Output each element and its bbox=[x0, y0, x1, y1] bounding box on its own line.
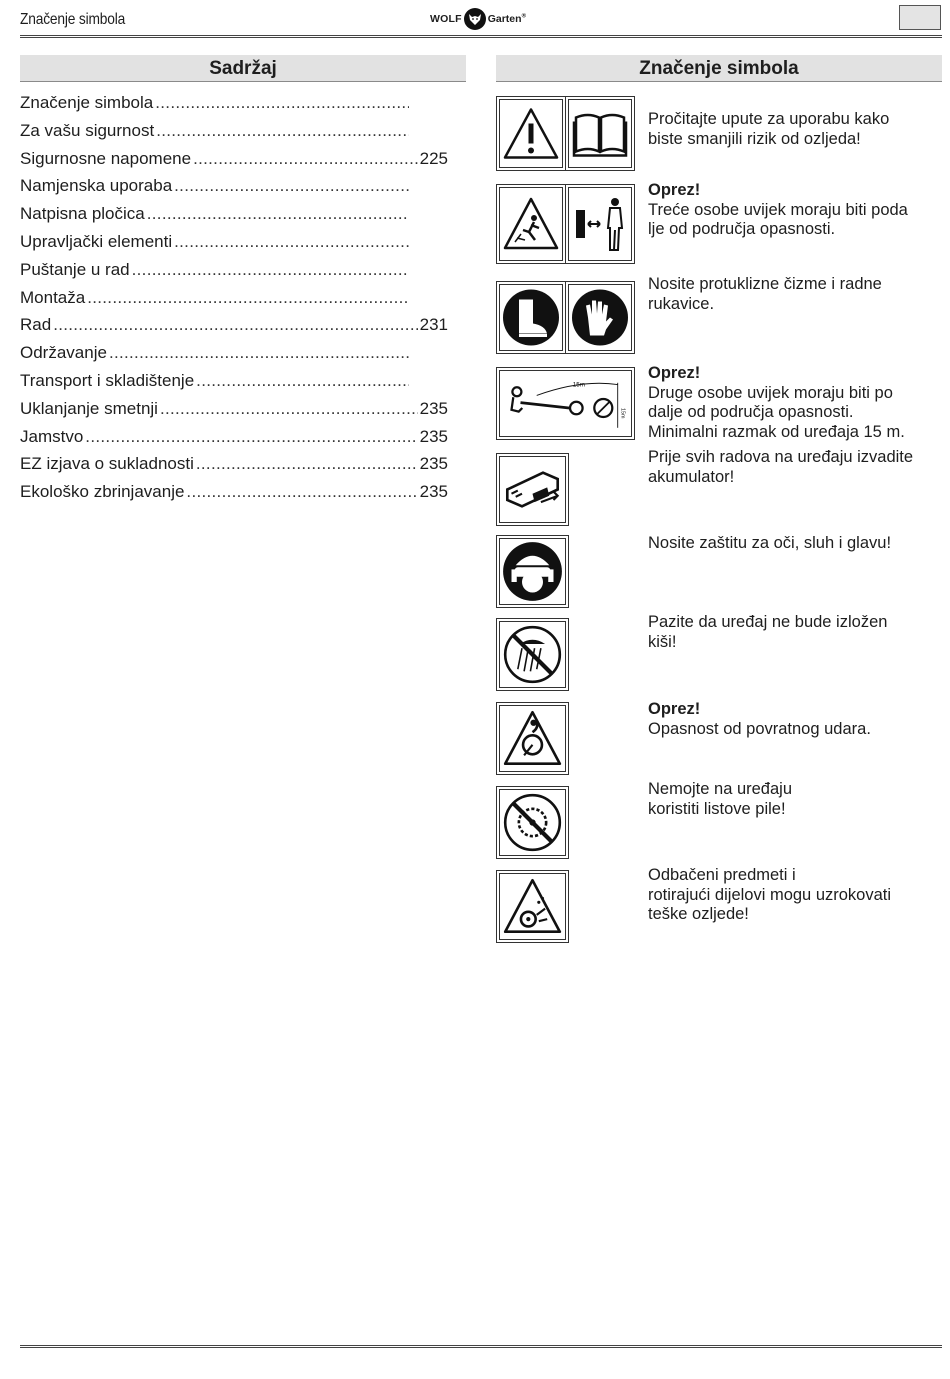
toc-leader-dots bbox=[85, 427, 417, 447]
description-line: rukavice. bbox=[648, 294, 715, 313]
header-divider bbox=[20, 35, 942, 38]
svg-text:15m: 15m bbox=[572, 381, 585, 389]
toc-leader-dots bbox=[193, 149, 418, 169]
safety-boots-icon bbox=[496, 281, 566, 354]
symbols-heading: Značenje simbola bbox=[496, 55, 942, 82]
thrown-object-hazard-icon bbox=[496, 184, 566, 264]
description-line: Prije svih radova na uređaju izvadite bbox=[648, 448, 914, 466]
toc-entry-label: Jamstvo bbox=[20, 426, 84, 446]
symbol-description bbox=[648, 613, 948, 652]
toc-entry[interactable] bbox=[20, 288, 448, 316]
symbol-description bbox=[648, 364, 948, 442]
description-line: rotirajući dijelovi mogu uzrokovati bbox=[648, 885, 892, 904]
description-line: Nosite zaštitu za oči, sluh i glavu! bbox=[648, 534, 892, 552]
toc-entry-label: Namjenska uporaba bbox=[20, 176, 173, 196]
remove-battery-icon bbox=[496, 453, 569, 526]
keep-distance-person-icon bbox=[565, 184, 635, 264]
toc-leader-dots bbox=[160, 399, 418, 419]
work-gloves-icon bbox=[565, 281, 635, 354]
toc-entry[interactable] bbox=[20, 454, 448, 482]
caution-label: Oprez! bbox=[648, 181, 701, 199]
toc-entry-page: 235 bbox=[419, 398, 448, 418]
table-of-contents bbox=[20, 93, 448, 510]
toc-entry-label: Ekološko zbrinjavanje bbox=[20, 482, 185, 502]
eye-ear-head-protection-icon bbox=[496, 535, 569, 608]
no-saw-blade-icon bbox=[496, 786, 569, 859]
toc-leader-dots bbox=[132, 260, 409, 280]
description-line: akumulator! bbox=[648, 467, 735, 486]
toc-entry-page: 225 bbox=[419, 148, 448, 168]
manual-book-icon bbox=[565, 96, 635, 171]
description-line: Minimalni razmak od uređaja 15 m. bbox=[648, 422, 905, 441]
toc-entry[interactable] bbox=[20, 482, 448, 510]
description-line: kiši! bbox=[648, 632, 677, 651]
description-line: teške ozljede! bbox=[648, 905, 749, 923]
footer-divider bbox=[20, 1345, 942, 1348]
toc-entry[interactable] bbox=[20, 204, 448, 232]
symbol-description bbox=[648, 780, 948, 819]
toc-leader-dots bbox=[155, 93, 409, 113]
toc-entry[interactable] bbox=[20, 176, 448, 204]
toc-entry-label: Upravljački elementi bbox=[20, 231, 173, 251]
description-line: Pazite da uređaj ne bude izložen bbox=[648, 613, 888, 631]
toc-entry[interactable] bbox=[20, 260, 448, 288]
wolf-garten-logo bbox=[430, 6, 526, 32]
toc-entry-label: EZ izjava o sukladnosti bbox=[20, 454, 194, 474]
toc-entry-label: Održavanje bbox=[20, 343, 107, 363]
toc-leader-dots bbox=[109, 343, 409, 363]
no-rain-icon bbox=[496, 618, 569, 691]
toc-entry-label: Rad bbox=[20, 315, 52, 335]
toc-entry[interactable] bbox=[20, 121, 448, 149]
toc-entry-page: 235 bbox=[419, 482, 448, 502]
toc-entry[interactable] bbox=[20, 93, 448, 121]
description-line: lje od područja opasnosti. bbox=[648, 220, 836, 238]
description-line: Nosite protuklizne čizme i radne bbox=[648, 275, 882, 293]
toc-entry-label: Natpisna pločica bbox=[20, 204, 145, 224]
description-line: Treće osobe uvijek moraju biti poda bbox=[648, 200, 908, 219]
toc-leader-dots bbox=[196, 454, 418, 474]
caution-label: Oprez! bbox=[648, 364, 701, 382]
wolf-head-icon bbox=[464, 8, 486, 30]
symbol-description bbox=[648, 275, 948, 314]
description-line: Odbačeni predmeti i bbox=[648, 866, 796, 884]
symbol-description bbox=[648, 110, 948, 149]
toc-leader-dots bbox=[174, 176, 409, 196]
kickback-hazard-icon bbox=[496, 702, 569, 775]
rotating-parts-hazard-icon bbox=[496, 870, 569, 943]
toc-entry-label: Uklanjanje smetnji bbox=[20, 398, 158, 418]
toc-entry-label: Transport i skladištenje bbox=[20, 370, 195, 390]
toc-entry[interactable] bbox=[20, 149, 448, 177]
description-line: Pročitajte upute za uporabu kako bbox=[648, 110, 890, 128]
toc-leader-dots bbox=[186, 482, 417, 502]
toc-entry-page: 235 bbox=[419, 426, 448, 446]
logo-wolf-text: WOLF bbox=[430, 13, 462, 25]
toc-leader-dots bbox=[87, 288, 409, 308]
toc-leader-dots bbox=[156, 121, 409, 141]
toc-entry-label: Sigurnosne napomene bbox=[20, 148, 192, 168]
toc-entry-page: 235 bbox=[419, 454, 448, 474]
toc-heading: Sadržaj bbox=[20, 55, 466, 82]
distance-15m-icon bbox=[496, 367, 635, 440]
description-line: biste smanjili rizik od ozljeda! bbox=[648, 129, 861, 148]
description-line: koristiti listove pile! bbox=[648, 799, 786, 818]
logo-garten-text: Garten® bbox=[487, 13, 526, 25]
page-number-box bbox=[899, 5, 941, 30]
symbol-description bbox=[648, 534, 948, 554]
toc-leader-dots bbox=[196, 371, 409, 391]
toc-leader-dots bbox=[174, 232, 409, 252]
caution-label: Oprez! bbox=[648, 700, 701, 718]
symbol-description bbox=[648, 181, 948, 240]
description-line: Opasnost od povratnog udara. bbox=[648, 719, 871, 738]
toc-entry-label: Puštanje u rad bbox=[20, 259, 130, 279]
description-line: Nemojte na uređaju bbox=[648, 780, 793, 798]
toc-entry[interactable] bbox=[20, 343, 448, 371]
toc-entry-label: Montaža bbox=[20, 287, 86, 307]
symbol-description bbox=[648, 448, 948, 487]
running-header-title: Značenje simbola bbox=[20, 11, 126, 28]
symbol-description bbox=[648, 700, 948, 739]
toc-entry[interactable] bbox=[20, 399, 448, 427]
toc-leader-dots bbox=[147, 204, 409, 224]
svg-text:15m: 15m bbox=[619, 408, 626, 419]
warning-triangle-icon bbox=[496, 96, 566, 171]
toc-entry-page: 231 bbox=[419, 315, 448, 335]
toc-entry[interactable] bbox=[20, 371, 448, 399]
description-line: Druge osobe uvijek moraju biti po bbox=[648, 383, 893, 402]
toc-entry-label: Za vašu sigurnost bbox=[20, 120, 155, 140]
symbol-description bbox=[648, 866, 948, 925]
toc-entry-label: Značenje simbola bbox=[20, 93, 154, 112]
toc-entry[interactable] bbox=[20, 232, 448, 260]
toc-entry[interactable] bbox=[20, 315, 448, 343]
toc-entry[interactable] bbox=[20, 427, 448, 455]
toc-leader-dots bbox=[53, 315, 417, 335]
description-line: dalje od područja opasnosti. bbox=[648, 403, 854, 421]
